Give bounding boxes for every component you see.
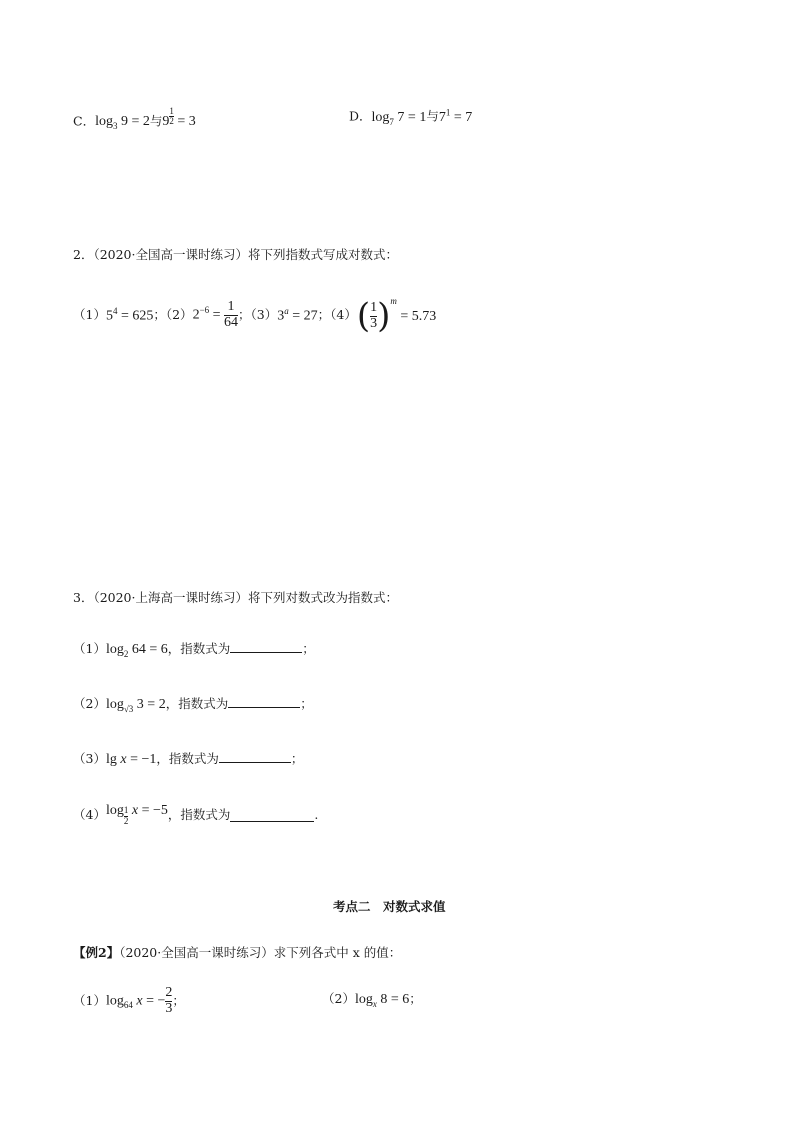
example-2-tag: 【例2】: [73, 945, 120, 960]
q3-blank-4[interactable]: [230, 809, 314, 822]
example-2-stem: 【例2】（2020·全国高一课时练习）求下列各式中 x 的值：: [73, 945, 402, 960]
q2-formula-4: ( $\frac{1}{3}$ )$^m$ = 5.73: [356, 295, 437, 337]
q2-formula-3: $3^a = 27$: [277, 305, 318, 324]
option-c: C．$\log_3 9 = 2$与9 $^{\frac{1}{2}}$ = 3: [73, 106, 196, 132]
q3-item-3: （3）lg x = −1，指数式为 ；: [73, 751, 304, 767]
q3-blank-3[interactable]: [219, 750, 291, 763]
q3-formula-3: lg x = −1: [105, 752, 157, 767]
option-c-formula-1: $\log_3 9 = 2$: [95, 114, 150, 132]
option-d-formula-1: $\log_7 7 = 1$: [371, 109, 427, 127]
option-d: D．$\log_7 7 = 1$与$7^1 = 7$: [349, 107, 473, 127]
q3-item-4: （4） log $\frac{1}{2}$ x = −5 ，指数式为 .: [73, 802, 319, 826]
q3-blank-1[interactable]: [230, 640, 302, 653]
q3-formula-4: log $\frac{1}{2}$ x = −5: [105, 802, 168, 826]
option-c-formula-2: 9 $^{\frac{1}{2}}$ = 3: [162, 106, 196, 130]
example-2-item-2: $(2)\log_x$ 8 = 6；: [322, 991, 422, 1009]
question-2-stem: 2．（2020·全国高一课时练习）将下列指数式写成对数式：: [73, 247, 398, 262]
q2-formula-1: $5^4 = 625$: [105, 305, 154, 324]
q3-item-1: $(1)\log_2$ 64 = 6，指数式为 ；: [73, 641, 315, 659]
section-title: 考点二 对数式求值: [333, 899, 446, 914]
ex2-formula-1: $\log_{64} x$ = − $\frac{2}{3}$: [105, 984, 173, 1016]
q3-formula-2: $\log_{√3} 3 = 2$: [105, 697, 166, 714]
example-2-item-1: （1） $\log_{64} x$ = − $\frac{2}{3}$ ；: [73, 984, 185, 1016]
q3-blank-2[interactable]: [228, 695, 300, 708]
q3-item-2: $(2)\log_{√3}$ 3 = 2，指数式为 ；: [73, 696, 313, 714]
option-d-formula-2: $7^1 = 7$: [438, 107, 473, 125]
question-2-items: （1） $5^4 = 625$ ；（2） $2^{-6}$ = $\frac{1}{64}$ ；（3） $3^a = 27$ ；（4） ( $\frac{1}{3}$ )$^m$ = 5.73: [73, 295, 437, 337]
ex2-formula-2: $\log_x 8 = 6$: [354, 992, 410, 1009]
q2-formula-2: $2^{-6}$ = $\frac{1}{64}$: [192, 298, 239, 330]
q3-formula-1: $\log_2 64 = 6$: [105, 642, 168, 659]
question-3-stem: 3．（2020·上海高一课时练习）将下列对数式改为指数式：: [73, 590, 398, 605]
